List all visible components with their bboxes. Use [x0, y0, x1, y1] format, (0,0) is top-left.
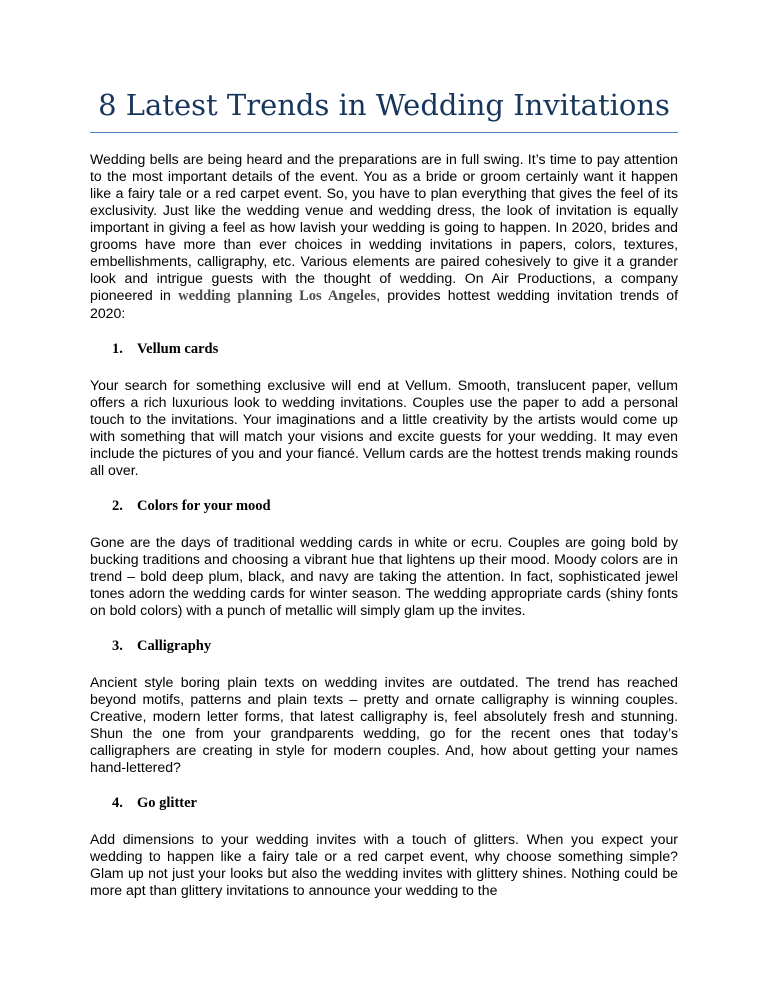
section-body-calligraphy: Ancient style boring plain texts on wedding invites are outdated. The trend has reached beyond motifs, patterns and plain texts – pretty and ornate calligraphy is winning couples. Creative, modern letter forms, that latest calligraphy is, feel absolutely fresh and stunning. Shun the one from your grandparents wedding, go for the recent ones that today’s calligraphers are creating in style for modern couples. And, how about getting your names hand-lettered?: [90, 674, 678, 775]
intro-paragraph: [90, 151, 678, 322]
section-number: 4.: [112, 795, 123, 811]
document-body: [90, 151, 678, 899]
section-heading-calligraphy: [90, 638, 678, 655]
title-underline: [90, 132, 678, 133]
intro-text-before-link: Wedding bells are being heard and the preparations are in full swing. It’s time to pay attention to the most important details of the event. You as a bride or groom certainly want it happen like a fairy tale or a red carpet event. So, you have to plan everything that gives the feel of its exclusivity. Just like the wedding venue and wedding dress, the look of invitation is equally important in giving a feel as how lavish your wedding is going to happen. In 2020, brides and grooms have more than ever choices in wedding invitations in papers, colors, textures, embellishments, calligraphy, etc. Various elements are paired cohesively to give it a grander look and intrigue guests with the thought of wedding. On Air Productions, a company pioneered in: [90, 151, 678, 303]
section-body-colors-for-your-mood: Gone are the days of traditional wedding cards in white or ecru. Couples are going bold by bucking traditions and choosing a vibrant hue that lightens up their mood. Moody colors are in trend – bold deep plum, black, and navy are taking the attention. In fact, sophisticated jewel tones adorn the wedding cards for winter season. The wedding appropriate cards (shiny fonts on bold colors) with a punch of metallic will simply glam up the invites.: [90, 534, 678, 618]
section-title: Vellum cards: [137, 341, 219, 357]
wedding-planning-link[interactable]: wedding planning Los Angeles: [178, 288, 377, 304]
section-heading-vellum-cards: [90, 341, 678, 358]
section-number: 1.: [112, 341, 123, 357]
page-title: 8 Latest Trends in Wedding Invitations: [98, 88, 670, 122]
section-title: Go glitter: [137, 795, 197, 811]
section-heading-go-glitter: [90, 795, 678, 812]
intro-text-after-link: , provides hottest wedding invitation trends of 2020:: [90, 287, 678, 321]
section-body-go-glitter: Add dimensions to your wedding invites with a touch of glitters. When you expect your wedding to happen like a fairy tale or a red carpet event, why choose something simple? Glam up not just your looks but also the wedding invites with glittery shines. Nothing could be more apt than glittery invitations to announce your wedding to the: [90, 831, 678, 898]
section-number: 3.: [112, 638, 123, 654]
section-title: Colors for your mood: [137, 498, 271, 514]
section-number: 2.: [112, 498, 123, 514]
section-heading-colors-for-your-mood: [90, 498, 678, 515]
section-body-vellum-cards: Your search for something exclusive will end at Vellum. Smooth, translucent paper, vellum offers a rich luxurious look to wedding invitations. Couples use the paper to add a personal touch to the invitations. Your imaginations and a little creativity by the artists would come up with something that will match your visions and excite guests for your wedding. It may even include the pictures of you and your fiancé. Vellum cards are the hottest trends making rounds all over.: [90, 377, 678, 478]
section-title: Calligraphy: [137, 638, 212, 654]
